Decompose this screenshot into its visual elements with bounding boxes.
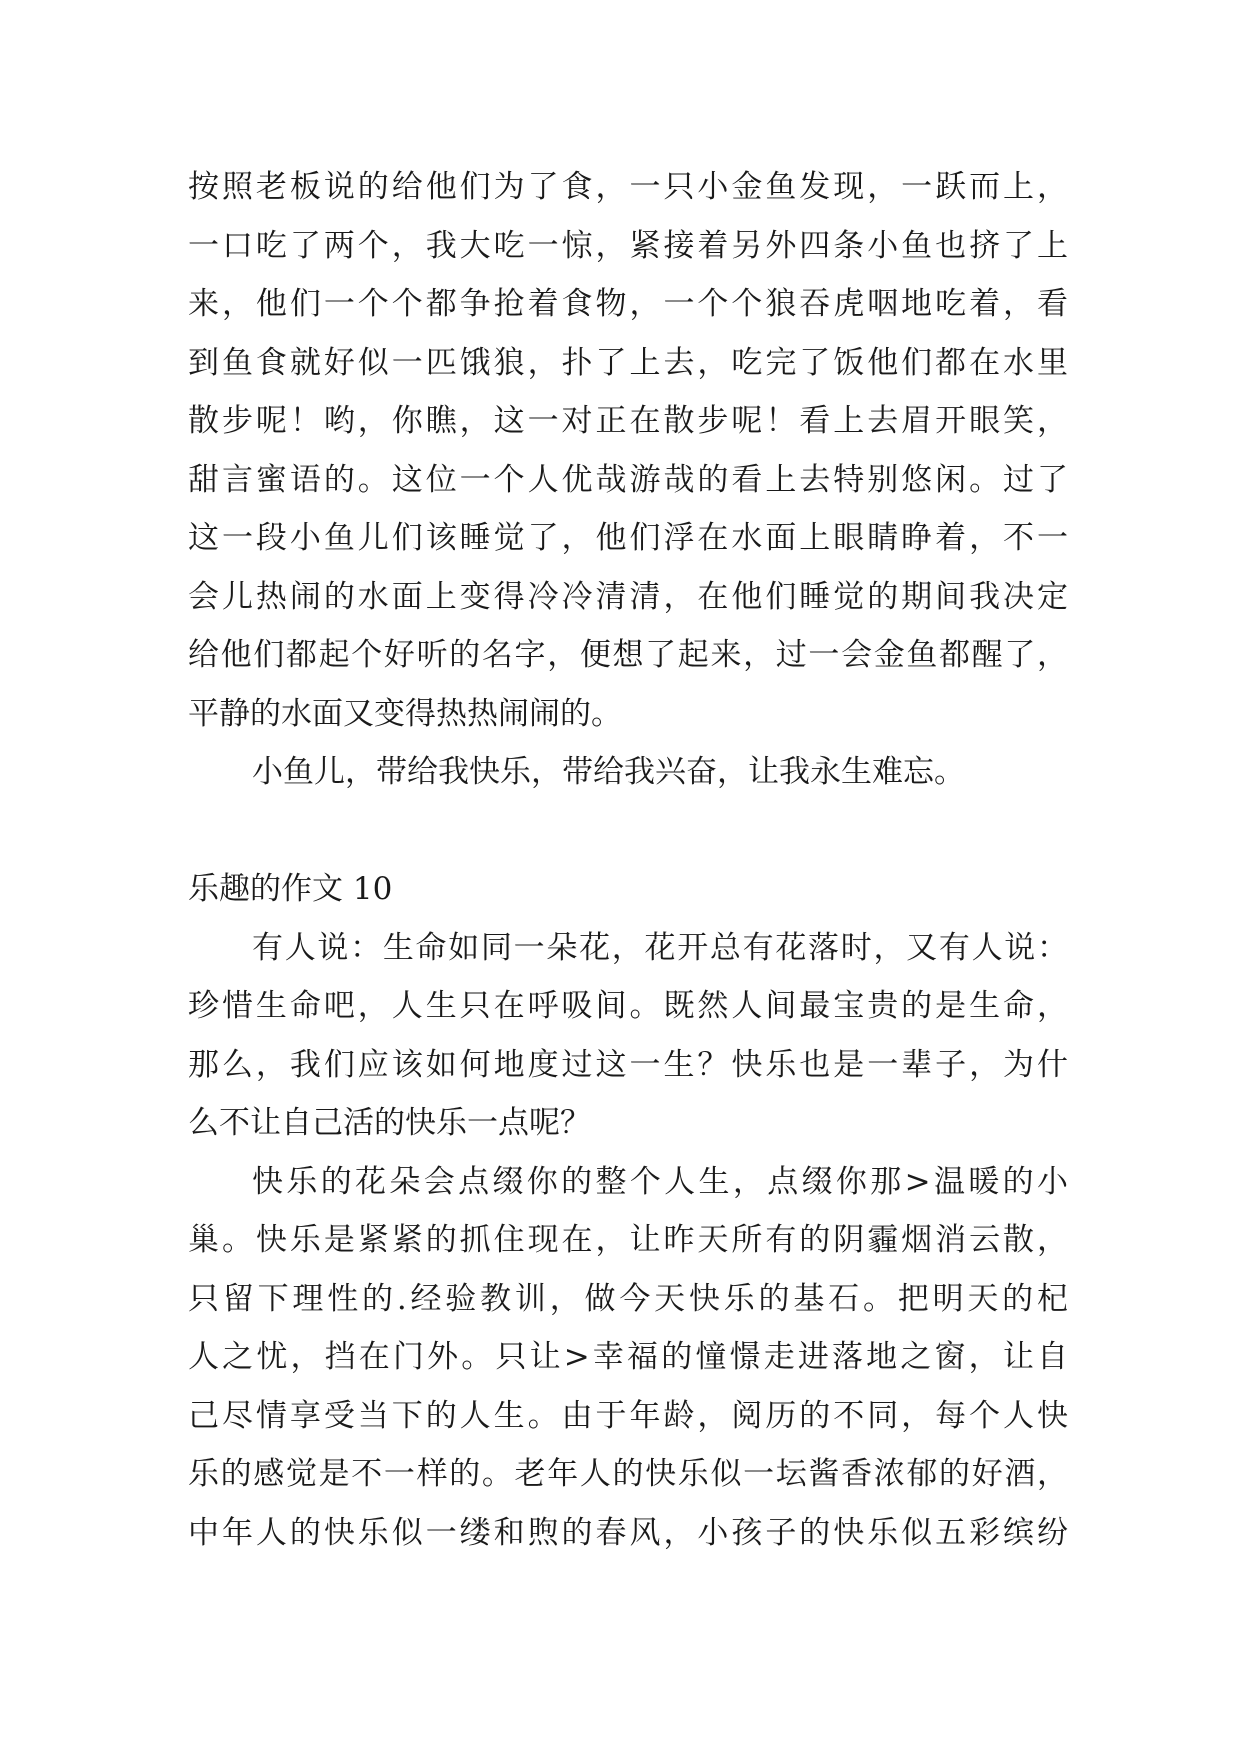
text-line: 有人说：生命如同一朵花，花开总有花落时，又有人说： xyxy=(252,929,1068,966)
essay-title: 乐趣的作文 10 xyxy=(188,871,393,907)
text-line: 来，他们一个个都争抢着食物，一个个狼吞虎咽地吃着，看 xyxy=(188,286,1068,322)
text-line: 小鱼儿，带给我快乐，带给我兴奋，让我永生难忘。 xyxy=(252,754,965,790)
paragraph-4 xyxy=(188,1153,1068,1563)
text-line: 给他们都起个好听的名字，便想了起来，过一会金鱼都醒了， xyxy=(188,637,1068,673)
text-line: 珍惜生命吧，人生只在呼吸间。既然人间最宝贵的是生命， xyxy=(188,988,1068,1024)
text-line: 巢。快乐是紧紧的抓住现在，让昨天所有的阴霾烟消云散， xyxy=(188,1222,1068,1258)
text-line: 按照老板说的给他们为了食，一只小金鱼发现，一跃而上， xyxy=(188,169,1068,205)
text-line: 人之忧，挡在门外。只让>幸福的憧憬走进落地之窗，让自 xyxy=(188,1339,1068,1375)
text-line: 一口吃了两个，我大吃一惊，紧接着另外四条小鱼也挤了上 xyxy=(188,227,1068,264)
text-line: 到鱼食就好似一匹饿狼，扑了上去，吃完了饭他们都在水里 xyxy=(188,344,1068,381)
document-body xyxy=(188,158,1068,1562)
text-line: 快乐的花朵会点缀你的整个人生，点缀你那>温暖的小 xyxy=(252,1163,1068,1200)
paragraph-3 xyxy=(188,919,1068,1153)
paragraph-1 xyxy=(188,158,1068,743)
paragraph-spacer xyxy=(188,802,1068,861)
text-line: 己尽情享受当下的人生。由于年龄，阅历的不同，每个人快 xyxy=(188,1397,1068,1434)
paragraph-2 xyxy=(188,743,1068,802)
text-line: 散步呢！哟，你瞧，这一对正在散步呢！看上去眉开眼笑， xyxy=(188,403,1068,439)
text-line: 那么，我们应该如何地度过这一生？快乐也是一辈子，为什 xyxy=(188,1046,1068,1083)
text-line: 中年人的快乐似一缕和煦的春风，小孩子的快乐似五彩缤纷 xyxy=(188,1514,1068,1551)
text-line: 只留下理性的.经验教训，做今天快乐的基石。把明天的杞 xyxy=(188,1280,1068,1317)
text-line: 乐的感觉是不一样的。老年人的快乐似一坛酱香浓郁的好酒， xyxy=(188,1456,1068,1492)
text-line: 会儿热闹的水面上变得冷冷清清，在他们睡觉的期间我决定 xyxy=(188,578,1068,615)
section-title xyxy=(188,860,1068,919)
text-line: 平静的水面又变得热热闹闹的。 xyxy=(188,695,622,732)
text-line: 甜言蜜语的。这位一个人优哉游哉的看上去特别悠闲。过了 xyxy=(188,461,1068,498)
text-line: 这一段小鱼儿们该睡觉了，他们浮在水面上眼睛睁着，不一 xyxy=(188,520,1068,556)
text-line: 么不让自己活的快乐一点呢？ xyxy=(188,1105,591,1141)
